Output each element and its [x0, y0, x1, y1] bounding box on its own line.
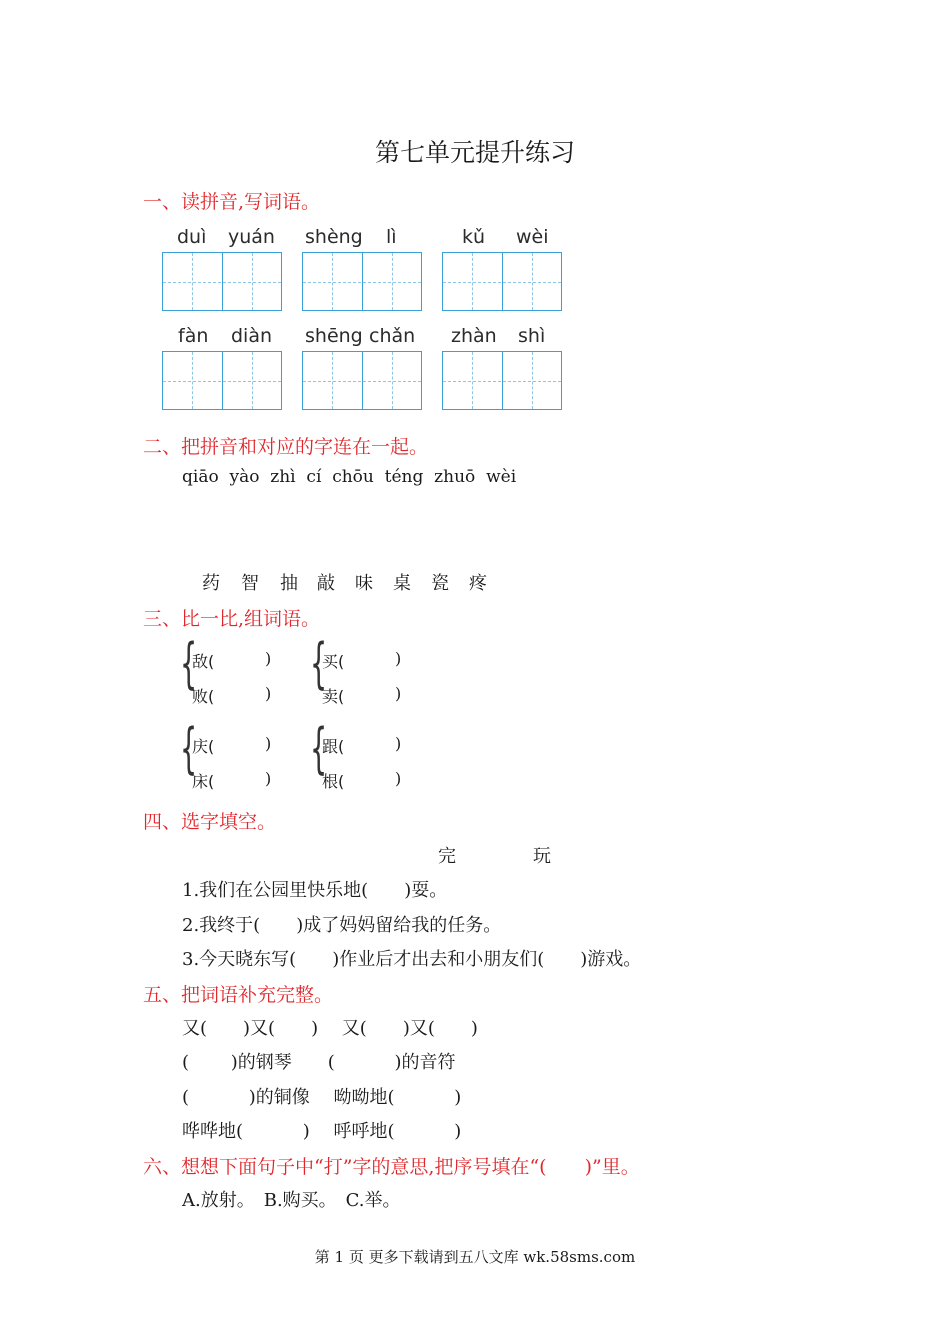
close-paren: ) [395, 734, 402, 753]
writing-grid[interactable] [302, 252, 422, 311]
pinyin: shēng [305, 325, 363, 347]
pinyin: yuán [228, 226, 275, 248]
fill-line: 哗哗地( ) 呼呼地( ) [182, 1121, 462, 1142]
char-item: 药 [202, 573, 220, 594]
section-4-heading: 四、选字填空。 [143, 811, 277, 833]
options-line: A.放射。 B.购买。 C.举。 [182, 1190, 401, 1211]
writing-grid[interactable] [442, 252, 562, 311]
char-item: 瓷 [431, 573, 449, 594]
compare-group [180, 632, 300, 726]
section-3-heading: 三、比一比,组词语。 [143, 608, 321, 630]
pinyin: duì [177, 226, 207, 248]
brace-icon: { [310, 717, 328, 780]
compare-item: 敌( [192, 652, 215, 671]
fill-line: ( )的铜像 呦呦地( ) [182, 1087, 462, 1108]
fill-line: 3.今天晓东写( )作业后才出去和小朋友们( )游戏。 [182, 949, 642, 970]
fill-line: 1.我们在公园里快乐地( )耍。 [182, 880, 448, 901]
compare-item: 买( [322, 652, 345, 671]
compare-item: 败( [192, 687, 215, 706]
compare-item: 根( [322, 772, 345, 791]
pinyin: shì [518, 325, 546, 347]
pinyin: zhàn [451, 325, 497, 347]
compare-item: 卖( [322, 687, 345, 706]
compare-group [310, 717, 430, 811]
char-item: 疼 [469, 573, 487, 594]
pinyin: shèng [305, 226, 363, 248]
writing-grid[interactable] [162, 351, 282, 410]
brace-icon: { [180, 632, 198, 695]
section-6-heading: 六、想想下面句子中“打”字的意思,把序号填在“( )”里。 [143, 1156, 640, 1178]
section-5-heading: 五、把词语补充完整。 [143, 984, 334, 1006]
close-paren: ) [395, 649, 402, 668]
pinyin-row: qiāo yào zhì cí chōu téng zhuō wèi [182, 467, 517, 487]
pinyin: wèi [516, 226, 549, 248]
char-item: 桌 [393, 573, 411, 594]
choice-word: 完 [438, 846, 456, 867]
close-paren: ) [395, 769, 402, 788]
compare-item: 床( [192, 772, 215, 791]
brace-icon: { [310, 632, 328, 695]
compare-group [310, 632, 430, 726]
char-item: 味 [355, 573, 373, 594]
close-paren: ) [265, 734, 272, 753]
brace-icon: { [180, 717, 198, 780]
section-1-heading: 一、读拼音,写词语。 [143, 191, 321, 213]
fill-line: ( )的钢琴 ( )的音符 [182, 1052, 456, 1073]
pinyin: chǎn [369, 325, 416, 347]
pinyin: kǔ [462, 226, 486, 248]
close-paren: ) [265, 769, 272, 788]
writing-grid[interactable] [442, 351, 562, 410]
page-title: 第七单元提升练习 [374, 138, 575, 167]
choice-word: 玩 [533, 846, 551, 867]
close-paren: ) [265, 684, 272, 703]
char-item: 抽 [280, 573, 298, 594]
close-paren: ) [395, 684, 402, 703]
section-2-heading: 二、把拼音和对应的字连在一起。 [143, 436, 429, 458]
compare-item: 跟( [322, 737, 345, 756]
page-footer: 第 1 页 更多下载请到五八文库 wk.58sms.com [314, 1248, 636, 1266]
fill-line: 又( )又( ) 又( )又( ) [182, 1018, 478, 1039]
fill-line: 2.我终于( )成了妈妈留给我的任务。 [182, 915, 502, 936]
close-paren: ) [265, 649, 272, 668]
pinyin: diàn [231, 325, 273, 347]
char-item: 敲 [317, 573, 335, 594]
pinyin: lì [386, 226, 397, 248]
char-item: 智 [241, 573, 259, 594]
compare-item: 庆( [192, 737, 215, 756]
compare-group [180, 717, 300, 811]
pinyin: fàn [178, 325, 209, 347]
writing-grid[interactable] [162, 252, 282, 311]
writing-grid[interactable] [302, 351, 422, 410]
